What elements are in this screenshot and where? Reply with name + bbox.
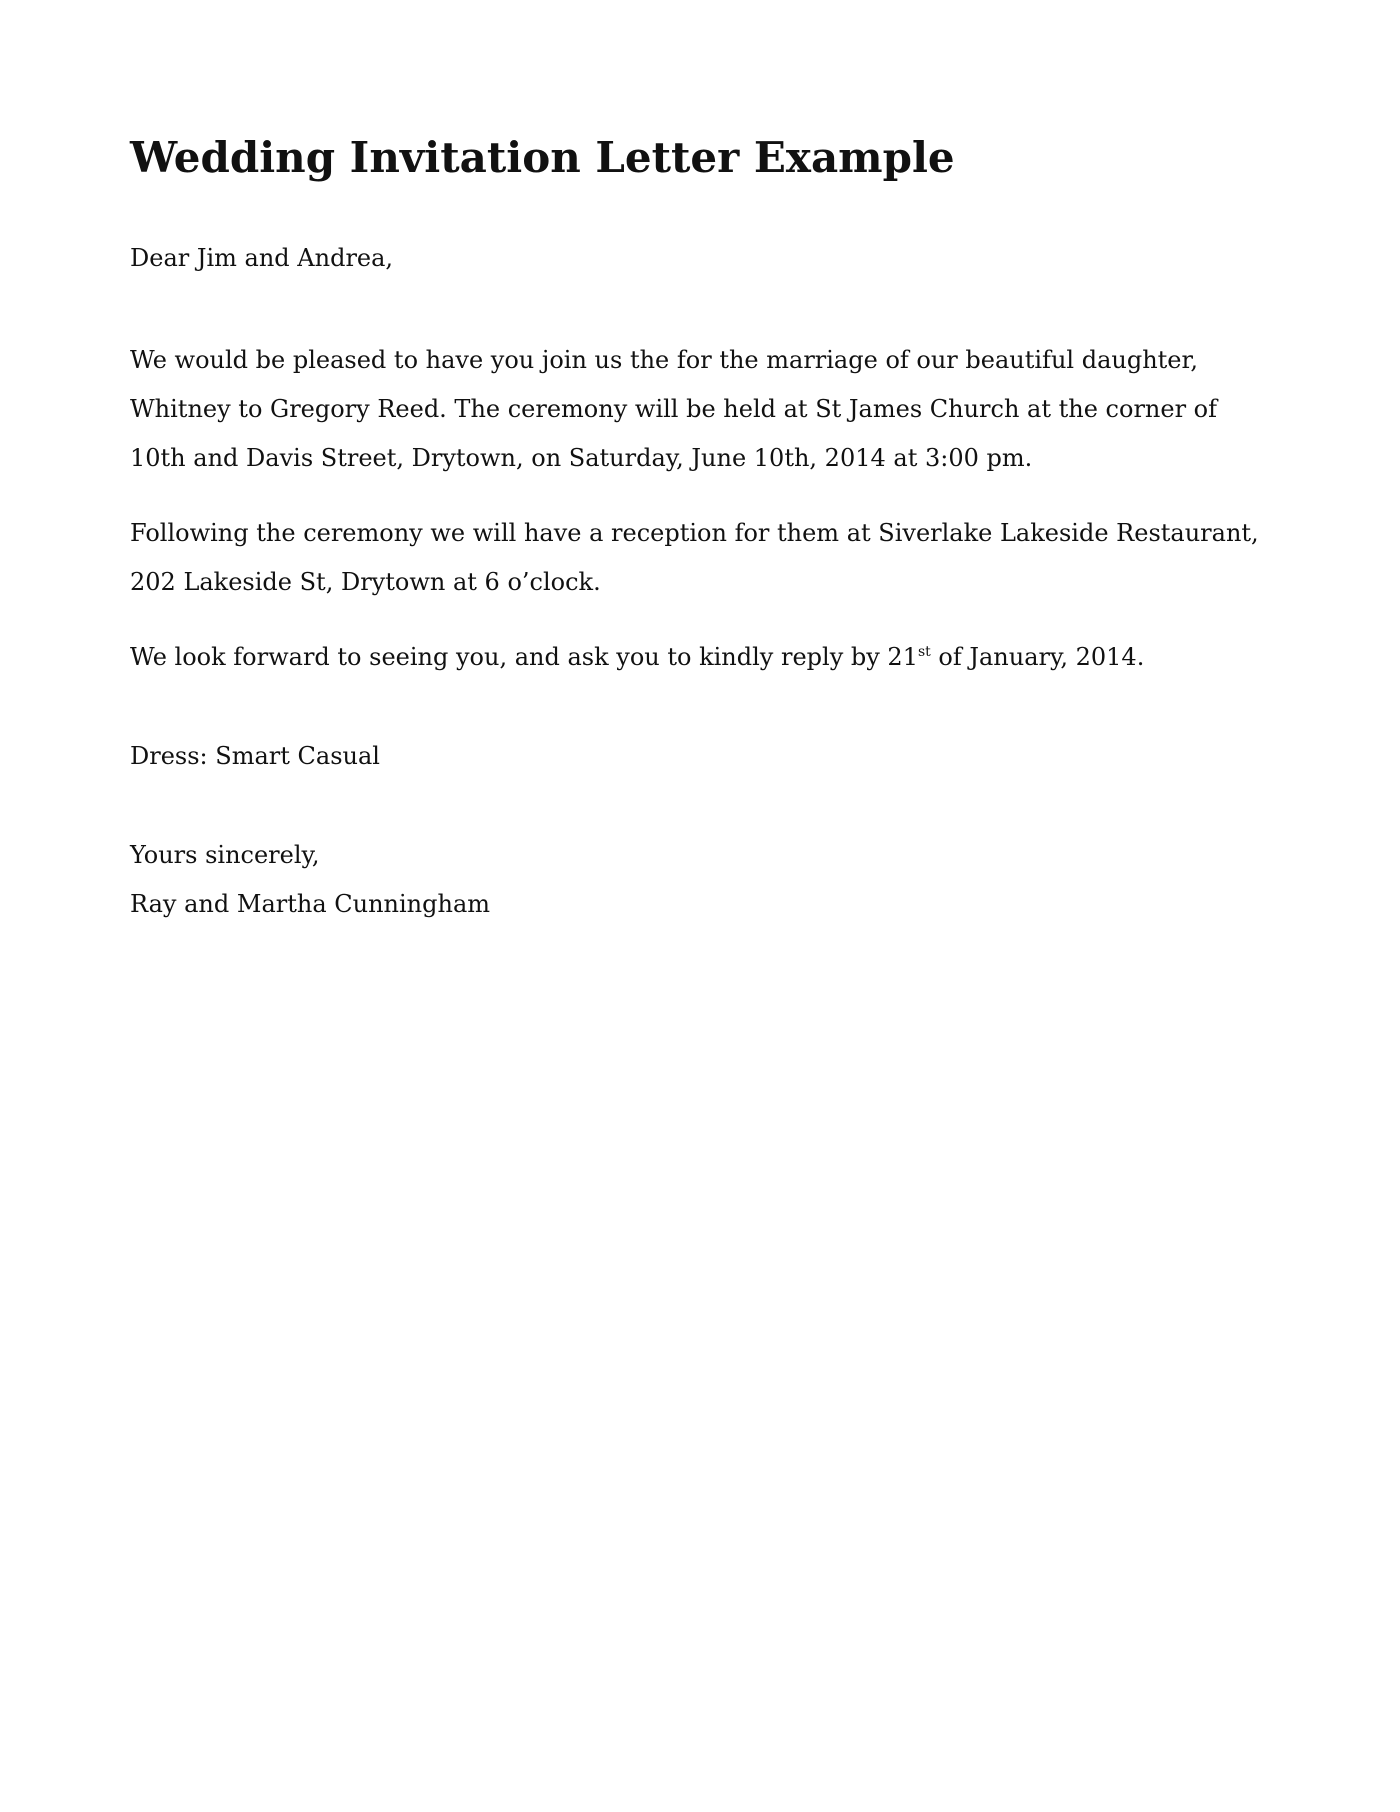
rsvp-ordinal-suffix: st [917, 644, 931, 660]
salutation: Dear Jim and Andrea, [130, 244, 394, 272]
rsvp-text-after: of January, 2014. [930, 643, 1145, 671]
paragraph-ceremony: We would be pleased to have you join us the for the marriage of our beautiful daughter, Whitney to Gregory Reed. The ceremony will be held at St James Church at the corner of 10th and Davis Street, Drytown, on Saturday, June 10th, 2014 at 3:00 pm. [130, 346, 1218, 472]
rsvp-text-before: We look forward to seeing you, and ask you to kindly reply by 21 [130, 643, 918, 671]
paragraph-reception: Following the ceremony we will have a reception for them at Siverlake Lakeside Restaurant, 202 Lakeside St, Drytown at 6 o’clock. [130, 519, 1259, 596]
dress-code: Dress: Smart Casual [130, 742, 380, 770]
letter-title: Wedding Invitation Letter Example [130, 133, 955, 182]
paragraph-rsvp [130, 633, 1260, 682]
letter-body [130, 128, 1260, 929]
signature: Ray and Martha Cunningham [130, 890, 491, 918]
closing: Yours sincerely, [130, 841, 320, 869]
